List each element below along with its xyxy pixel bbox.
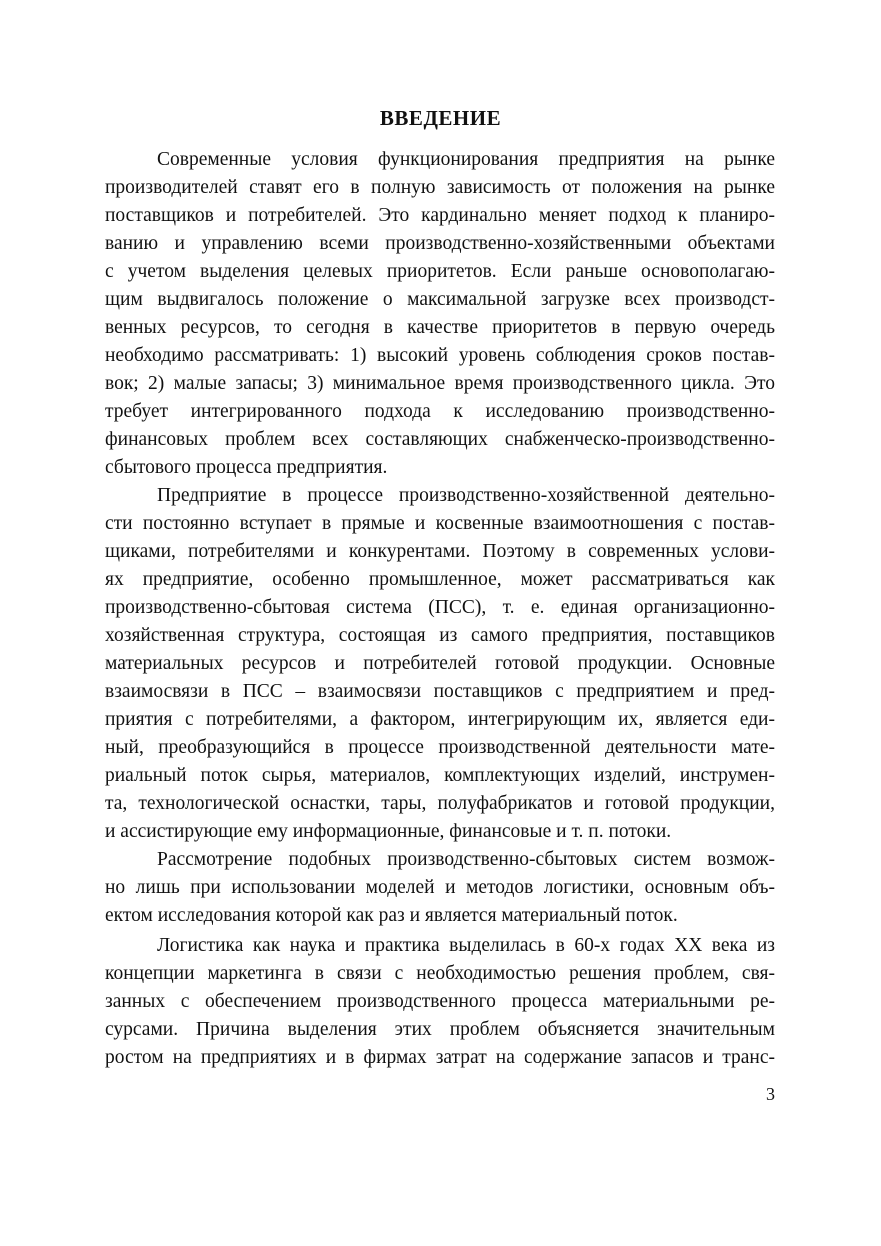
paragraph-line: хозяйственная структура, состоящая из самого предприятия, поставщиков [105,625,775,646]
paragraph-line: взаимосвязи в ПСС – взаимосвязи поставщиков с предприятием и пред- [105,681,775,702]
paragraph-line: Современные условия функционирования предприятия на рынке [157,149,775,170]
paragraph-line: та, технологической оснастки, тары, полуфабрикатов и готовой продукции, [105,793,775,814]
paragraph-line: щиками, потребителями и конкурентами. Поэтому в современных услови- [105,541,775,562]
paragraph-line: сбытового процесса предприятия. [105,457,388,478]
paragraph-line: требует интегрированного подхода к исследованию производственно- [105,401,775,422]
paragraph-line: ектом исследования которой как раз и является материальный поток. [105,905,678,926]
paragraph-line: ях предприятие, особенно промышленное, может рассматриваться как [105,569,775,590]
paragraph-line: риальный поток сырья, материалов, комплектующих изделий, инструмен- [105,765,775,786]
paragraph-line: Рассмотрение подобных производственно-сбытовых систем возмож- [157,849,775,870]
paragraph-line: производителей ставят его в полную зависимость от положения на рынке [105,177,775,198]
paragraph-line: сурсами. Причина выделения этих проблем объясняется значительным [105,1019,775,1040]
paragraph-line: ный, преобразующийся в процессе производственной деятельности мате- [105,737,775,758]
paragraph-line: ванию и управлению всеми производственно-хозяйственными объектами [105,233,775,254]
paragraph-line: щим выдвигалось положение о максимальной загрузке всех производст- [105,289,775,310]
paragraph-line: занных с обеспечением производственного процесса материальными ре- [105,991,775,1012]
paragraph-line: концепции маркетинга в связи с необходимостью решения проблем, свя- [105,963,775,984]
paragraph-line: венных ресурсов, то сегодня в качестве приоритетов в первую очередь [105,317,775,338]
paragraph-line: ростом на предприятиях и в фирмах затрат на содержание запасов и транс- [105,1047,775,1068]
paragraph-line: поставщиков и потребителей. Это кардинально меняет подход к планиро- [105,205,775,226]
page-number: 3 [766,1084,775,1104]
paragraph-line: вок; 2) малые запасы; 3) минимальное время производственного цикла. Это [105,373,775,394]
paragraph-line: производственно-сбытовая система (ПСС), т. е. единая организационно- [105,597,775,618]
paragraph-line: необходимо рассматривать: 1) высокий уровень соблюдения сроков постав- [105,345,775,366]
paragraph-line: с учетом выделения целевых приоритетов. Если раньше основополагаю- [105,261,775,282]
paragraph-line: Предприятие в процессе производственно-хозяйственной деятельно- [157,485,775,506]
paragraph-line: приятия с потребителями, а фактором, интегрирующим их, является еди- [105,709,775,730]
paragraph-line: и ассистирующие ему информационные, финансовые и т. п. потоки. [105,821,672,842]
paragraph-line: материальных ресурсов и потребителей готовой продукции. Основные [105,653,775,674]
paragraph-line: финансовых проблем всех составляющих снабженческо-производственно- [105,429,775,450]
paragraph-line: Логистика как наука и практика выделилась в 60-х годах XX века из [157,935,775,956]
page-title: ВВЕДЕНИЕ [379,106,502,130]
paragraph-line: но лишь при использовании моделей и методов логистики, основным объ- [105,877,775,898]
paragraph-line: сти постоянно вступает в прямые и косвенные взаимоотношения с постав- [105,513,775,534]
